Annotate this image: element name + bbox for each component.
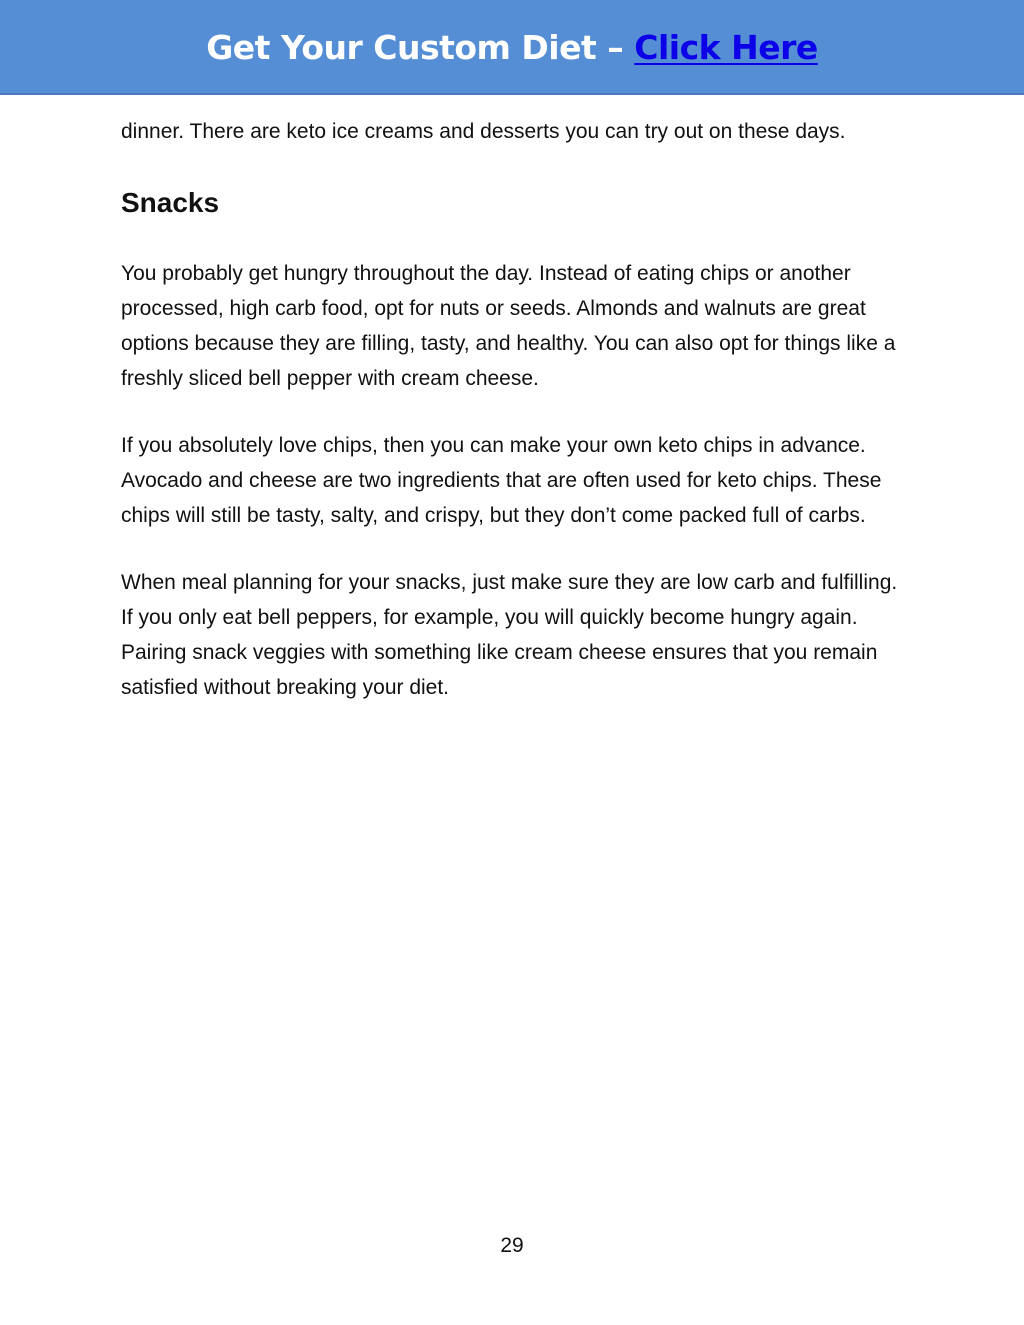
click-here-link[interactable]: Click Here <box>634 28 818 67</box>
banner-title <box>206 28 818 67</box>
section-heading-snacks: Snacks <box>121 187 220 218</box>
paragraph-1: You probably get hungry throughout the day. Instead of eating chips or another processed, high carb food, opt for nuts or seeds. Almonds and walnuts are great options because they are filling, tasty, and healthy. You can also opt for things like a freshly sliced bell pepper with cream cheese. <box>121 262 896 390</box>
page-body <box>121 114 901 705</box>
paragraph-3: When meal planning for your snacks, just make sure they are low carb and fulfilling. If you only eat bell peppers, for example, you will quickly become hungry again. Pairing snack veggies with something like cream cheese ensures that you remain satisfied without breaking your diet. <box>121 571 898 699</box>
banner-prefix: Get Your Custom Diet – <box>206 28 635 67</box>
page-number: 29 <box>500 1234 524 1257</box>
promo-banner <box>0 0 1024 95</box>
intro-paragraph: dinner. There are keto ice creams and desserts you can try out on these days. <box>121 120 846 143</box>
paragraph-2: If you absolutely love chips, then you can make your own keto chips in advance. Avocado and cheese are two ingredients that are often used for keto chips. These chips will still be tasty, salty, and crispy, but they don’t come packed full of carbs. <box>121 434 882 527</box>
